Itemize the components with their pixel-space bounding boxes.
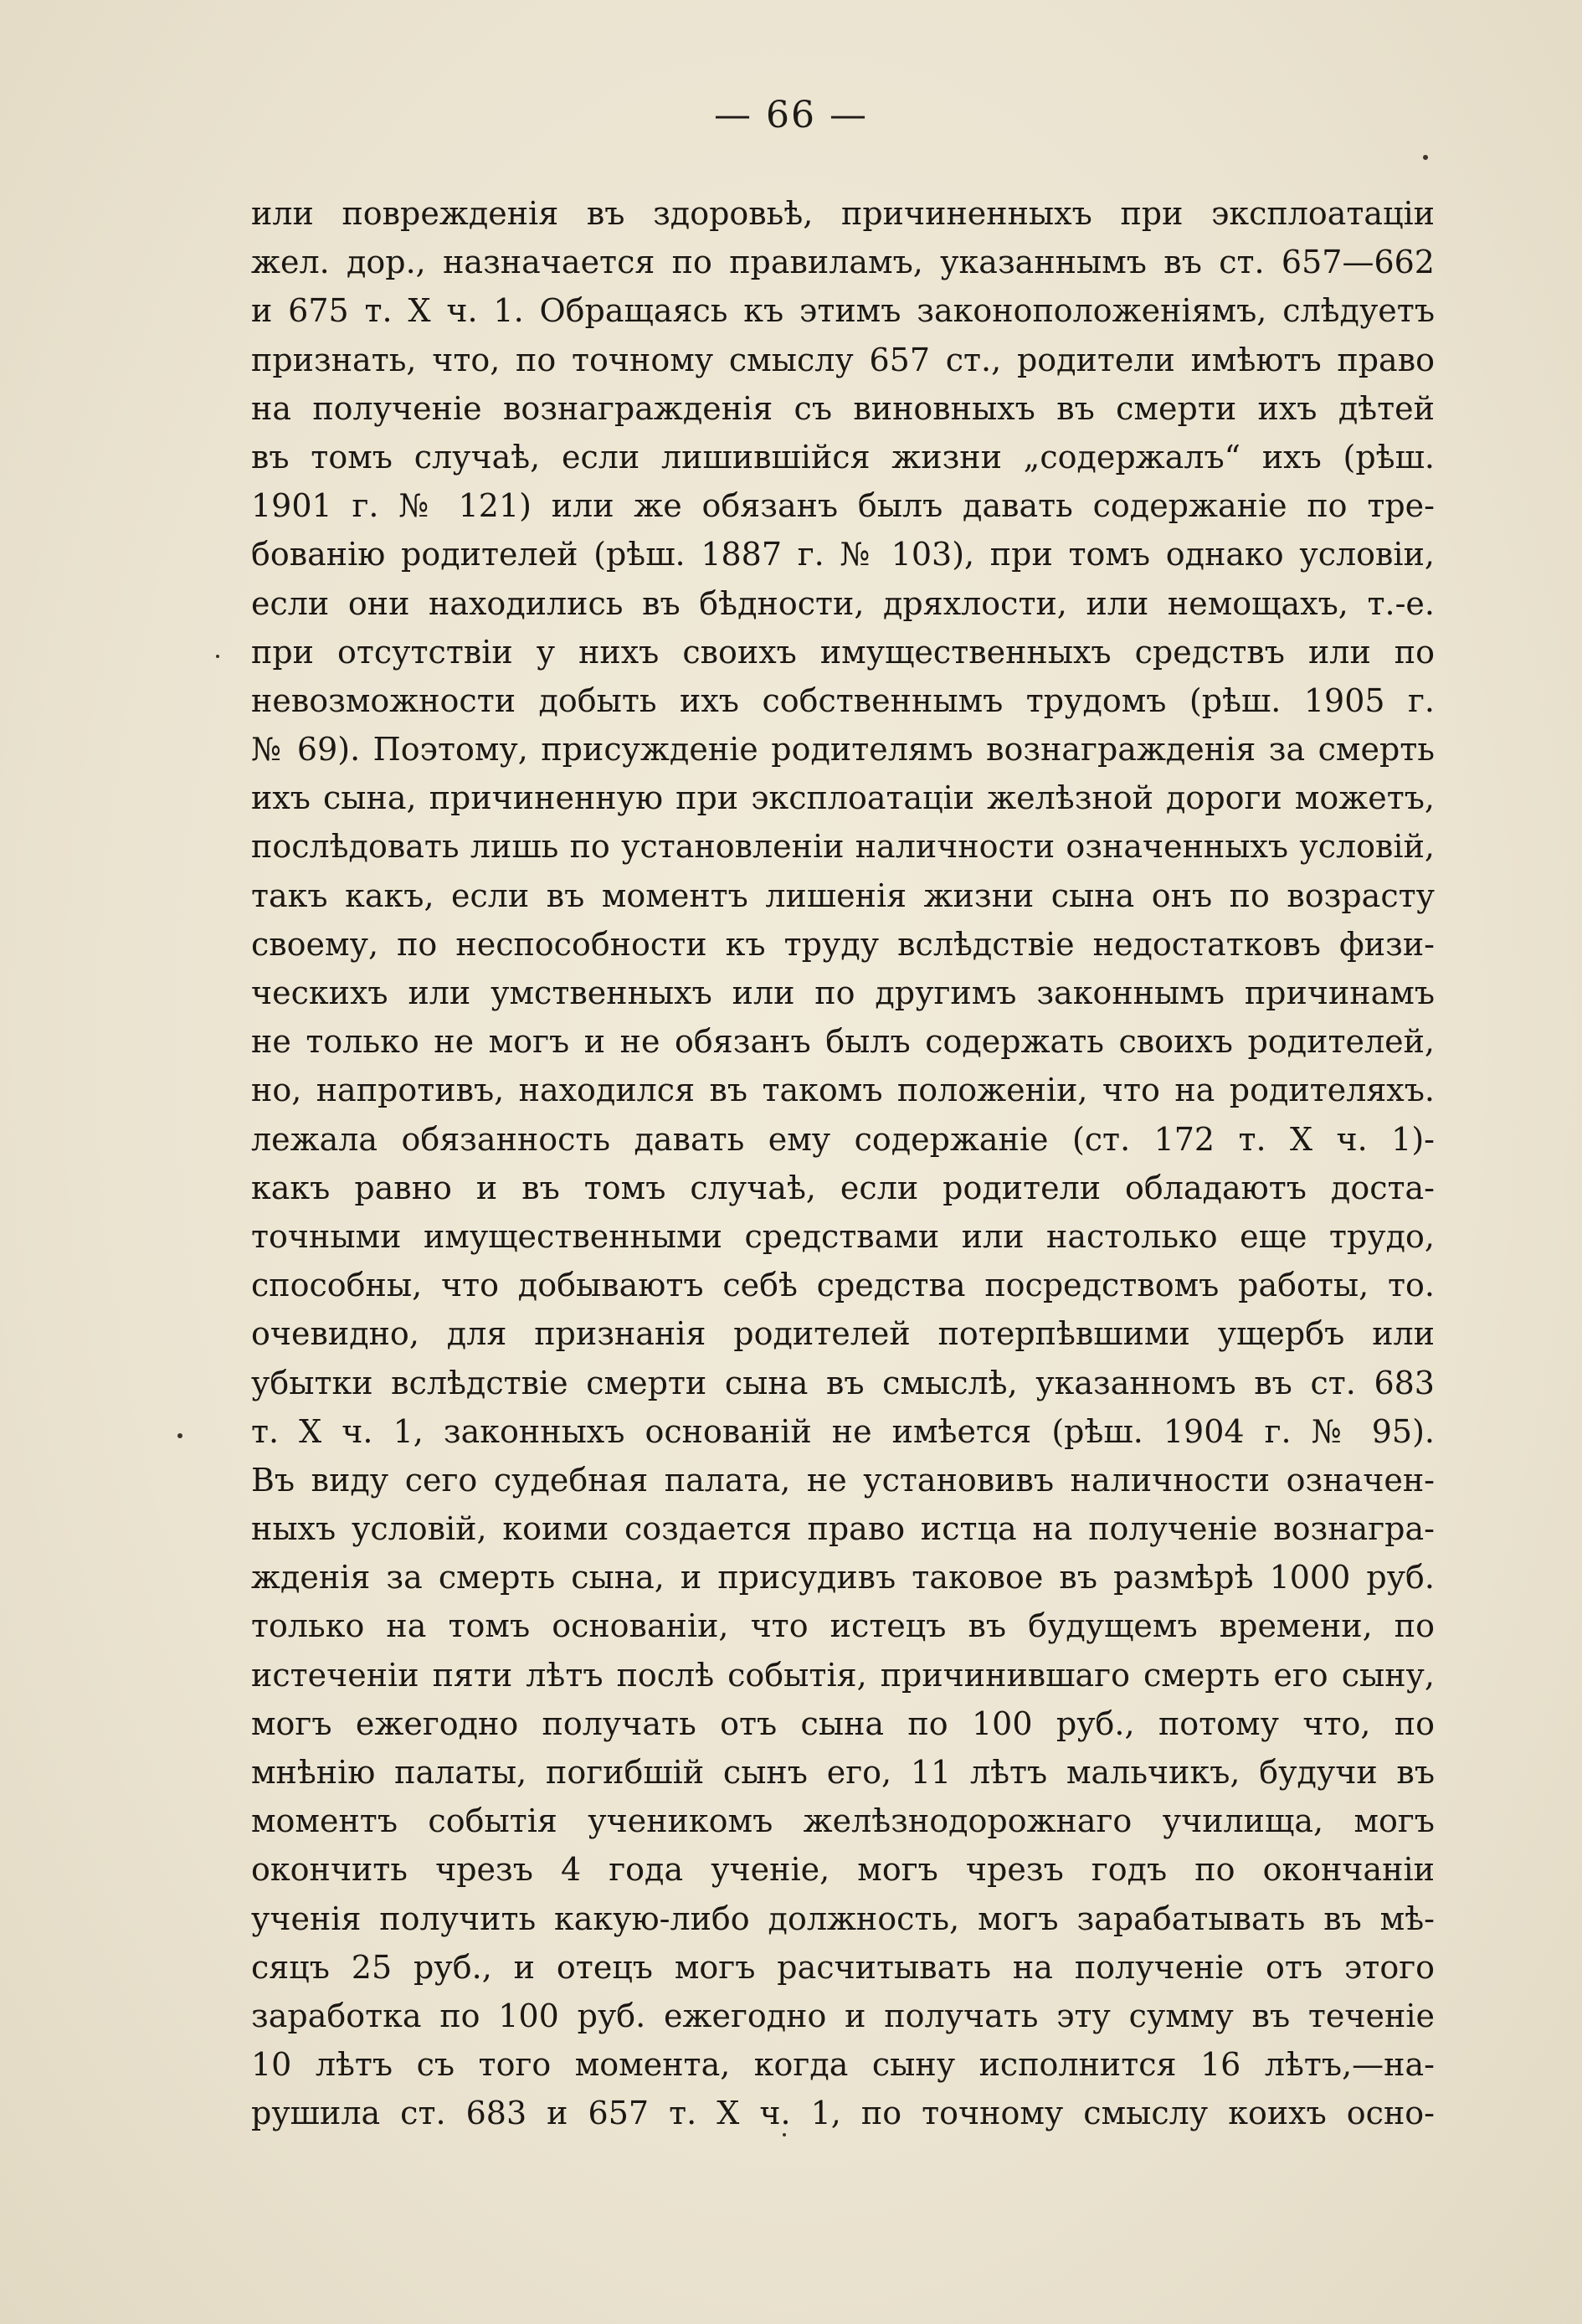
text-line: 10 лѣтъ съ того момента, когда сыну исполнится 16 лѣтъ,—на- <box>251 2046 1435 2084</box>
text-line: такъ какъ, если въ моментъ лишенія жизни сына онъ по возрасту <box>251 877 1435 914</box>
text-line: если они находились въ бѣдности, дряхлости, или немощахъ, т.-е. <box>251 584 1435 622</box>
text-line: могъ ежегодно получать отъ сына по 100 руб., потому что, по <box>251 1704 1435 1742</box>
text-line: мнѣнію палаты, погибшій сынъ его, 11 лѣтъ мальчикъ, будучи въ <box>251 1754 1435 1791</box>
text-line: или поврежденія въ здоровьѣ, причиненныхъ при эксплоатаціи <box>251 195 1435 232</box>
print-speck <box>216 655 219 658</box>
text-line: окончить чрезъ 4 года ученіе, могъ чрезъ годъ по окончаніи <box>251 1851 1435 1889</box>
text-line: Въ виду сего судебная палата, не установивъ наличности означен- <box>251 1461 1435 1499</box>
print-speck <box>1423 155 1428 160</box>
text-line: бованію родителей (рѣш. 1887 г. № 103), при томъ однако условіи, <box>251 536 1435 573</box>
text-line: точными имущественными средствами или настолько еще трудо, <box>251 1217 1435 1255</box>
text-line: 1901 г. № 121) или же обязанъ былъ давать содержаніе по тре- <box>251 487 1435 525</box>
text-line: невозможности добыть ихъ собственнымъ трудомъ (рѣш. 1905 г. <box>251 681 1435 719</box>
text-line: жденія за смерть сына, и присудивъ таковое въ размѣрѣ 1000 руб. <box>251 1559 1435 1596</box>
text-line: признать, что, по точному смыслу 657 ст., родители имѣютъ право <box>251 341 1435 378</box>
text-line: жел. дор., назначается по правиламъ, указаннымъ въ ст. 657—662 <box>251 244 1435 281</box>
text-line: какъ равно и въ томъ случаѣ, если родители обладаютъ доста- <box>251 1169 1435 1206</box>
text-line: ихъ сына, причиненную при эксплоатаціи желѣзной дороги можетъ, <box>251 779 1435 817</box>
text-line: послѣдовать лишь по установленіи наличности означенныхъ условій, <box>251 828 1435 866</box>
text-line: лежала обязанность давать ему содержаніе (ст. 172 т. X ч. 1)- <box>251 1120 1435 1158</box>
text-line: не только не могъ и не обязанъ былъ содержать своихъ родителей, <box>251 1023 1435 1061</box>
text-line: своему, по неспособности къ труду вслѣдствіе недостатковъ физи- <box>251 925 1435 963</box>
text-line: ученія получить какую-либо должность, могъ зарабатывать въ мѣ- <box>251 1900 1435 1937</box>
text-line: ныхъ условій, коими создается право истца на полученіе вознагра- <box>251 1510 1435 1548</box>
text-line: № 69). Поэтому, присужденіе родителямъ вознагражденія за смерть <box>251 731 1435 769</box>
text-line: на полученіе вознагражденія съ виновныхъ въ смерти ихъ дѣтей <box>251 389 1435 427</box>
text-line: въ томъ случаѣ, если лишившійся жизни „содержалъ“ ихъ (рѣш. <box>251 438 1435 476</box>
text-line: при отсутствіи у нихъ своихъ имущественныхъ средствъ или по <box>251 633 1435 671</box>
page-number: — 66 — <box>714 94 868 136</box>
print-speck <box>783 2133 786 2136</box>
text-line: заработка по 100 руб. ежегодно и получать эту сумму въ теченіе <box>251 1997 1435 2034</box>
print-speck <box>177 1433 182 1438</box>
text-line: рушила ст. 683 и 657 т. X ч. 1, по точному смыслу коихъ осно- <box>251 2095 1435 2132</box>
text-line: т. X ч. 1, законныхъ основаній не имѣется (рѣш. 1904 г. № 95). <box>251 1412 1435 1450</box>
text-line: убытки вслѣдствіе смерти сына въ смыслѣ, указанномъ въ ст. 683 <box>251 1364 1435 1401</box>
text-line: очевидно, для признанія родителей потерпѣвшими ущербъ или <box>251 1315 1435 1353</box>
text-line: и 675 т. X ч. 1. Обращаясь къ этимъ законоположеніямъ, слѣдуетъ <box>251 292 1435 330</box>
text-line: только на томъ основаніи, что истецъ въ будущемъ времени, по <box>251 1607 1435 1645</box>
text-line: способны, что добываютъ себѣ средства посредствомъ работы, то. <box>251 1267 1435 1304</box>
text-line: моментъ событія ученикомъ желѣзнодорожнаго училища, могъ <box>251 1802 1435 1840</box>
text-line: сяцъ 25 руб., и отецъ могъ расчитывать на полученіе отъ этого <box>251 1948 1435 1986</box>
body-text <box>251 189 1435 2138</box>
text-line: истеченіи пяти лѣтъ послѣ событія, причинившаго смерть его сыну, <box>251 1656 1435 1694</box>
text-line: ческихъ или умственныхъ или по другимъ законнымъ причинамъ <box>251 974 1435 1011</box>
text-line: но, напротивъ, находился въ такомъ положеніи, что на родителяхъ. <box>251 1072 1435 1109</box>
